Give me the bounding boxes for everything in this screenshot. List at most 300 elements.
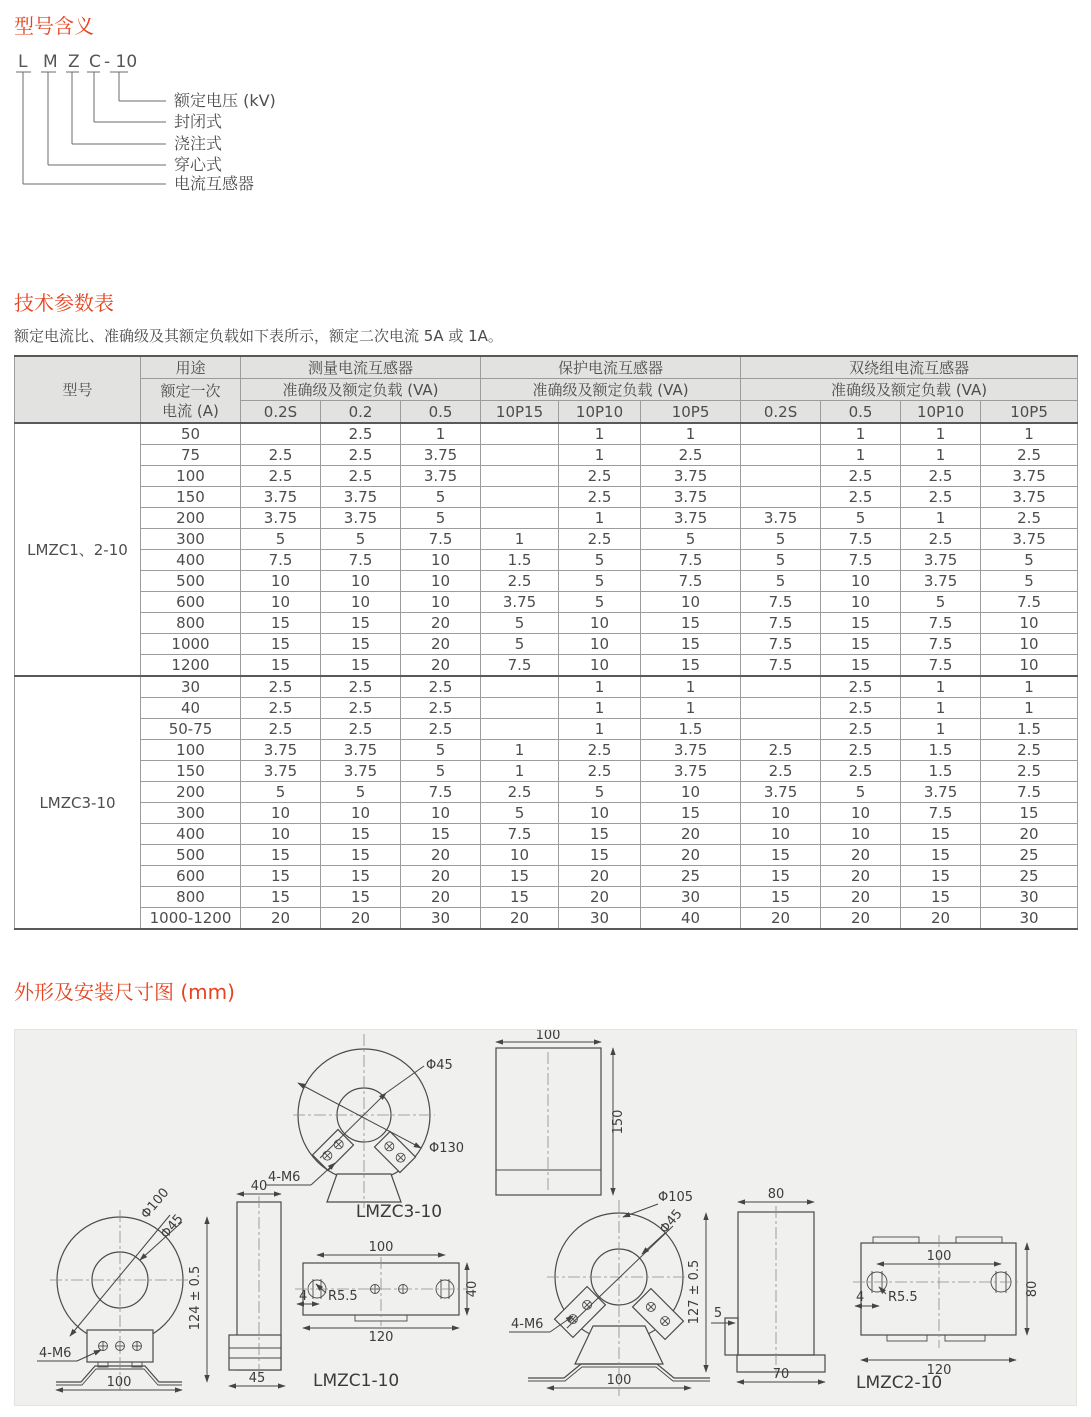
table-row (15, 655, 1078, 677)
lmzc2-plate-hole-span-label: 100 (926, 1249, 952, 1264)
load-value-cell: 1 (481, 740, 559, 761)
lmzc1-side-top-width-label: 40 (250, 1179, 268, 1194)
load-value-cell: 20 (981, 824, 1078, 845)
load-value-cell: 10 (981, 613, 1078, 634)
load-value-cell: 2.5 (821, 761, 901, 782)
load-value-cell: 7.5 (901, 613, 981, 634)
load-value-cell: 1 (641, 676, 741, 698)
load-value-cell: 7.5 (641, 550, 741, 571)
load-value-cell: 5 (741, 550, 821, 571)
lmzc1-base-width-label: 100 (106, 1375, 132, 1390)
table-row (15, 466, 1078, 487)
load-value-cell: 5 (401, 761, 481, 782)
model-code-labels (174, 91, 276, 193)
load-value-cell: 1 (559, 423, 641, 445)
header-class: 10P5 (981, 401, 1078, 424)
load-value-cell: 5 (741, 529, 821, 550)
code-letter-m: M (43, 52, 58, 72)
table-row (15, 676, 1078, 698)
table-row (15, 824, 1078, 845)
load-value-cell: 3.75 (321, 508, 401, 529)
load-value-cell: 2.5 (981, 445, 1078, 466)
lmzc2-screws-label: 4-M6 (511, 1317, 544, 1332)
load-value-cell: 30 (641, 887, 741, 908)
load-value-cell: 15 (641, 634, 741, 655)
load-value-cell: 15 (901, 887, 981, 908)
load-value-cell: 3.75 (641, 466, 741, 487)
load-value-cell: 7.5 (981, 782, 1078, 803)
table-row (15, 866, 1078, 887)
primary-current-cell: 40 (141, 698, 241, 719)
primary-current-cell: 100 (141, 466, 241, 487)
lmzc1-plate-width-label: 120 (368, 1330, 394, 1345)
load-value-cell: 7.5 (901, 655, 981, 677)
lmzc2-plate-edge-label: 4 (856, 1290, 865, 1305)
load-value-cell: 1 (401, 423, 481, 445)
load-value-cell: 5 (241, 529, 321, 550)
lmzc1-outer-diameter-label: Φ100 (138, 1185, 173, 1222)
model-code-connector-lines (16, 72, 166, 184)
header-class: 10P15 (481, 401, 559, 424)
load-value-cell: 3.75 (241, 487, 321, 508)
load-value-cell: 1 (901, 698, 981, 719)
lmzc1-mounting-plate (295, 1240, 480, 1391)
load-value-cell: 10 (821, 592, 901, 613)
model-code-letters (18, 52, 137, 72)
load-value-cell: 2.5 (321, 698, 401, 719)
load-value-cell: 1 (901, 423, 981, 445)
load-value-cell (741, 698, 821, 719)
header-row-groups (15, 356, 1078, 379)
primary-current-cell: 50-75 (141, 719, 241, 740)
lmzc3-front-view (266, 1034, 464, 1222)
table-row (15, 445, 1078, 466)
load-value-cell (741, 719, 821, 740)
load-value-cell: 2.5 (481, 782, 559, 803)
table-row (15, 550, 1078, 571)
lmzc2-base-width-label: 100 (606, 1373, 632, 1388)
load-value-cell: 1 (981, 423, 1078, 445)
load-value-cell (481, 423, 559, 445)
load-value-cell: 25 (981, 845, 1078, 866)
header-class: 10P10 (559, 401, 641, 424)
table-row (15, 508, 1078, 529)
load-value-cell: 5 (401, 508, 481, 529)
load-value-cell: 7.5 (901, 803, 981, 824)
load-value-cell: 5 (821, 508, 901, 529)
load-value-cell: 15 (241, 845, 321, 866)
primary-current-cell: 400 (141, 550, 241, 571)
load-value-cell: 5 (481, 634, 559, 655)
load-value-cell: 2.5 (821, 719, 901, 740)
load-value-cell: 25 (641, 866, 741, 887)
load-value-cell: 20 (401, 887, 481, 908)
load-value-cell: 10 (821, 803, 901, 824)
load-value-cell: 7.5 (741, 634, 821, 655)
load-value-cell: 2.5 (241, 445, 321, 466)
lmzc3-inner-diameter-label: Φ45 (426, 1058, 453, 1073)
specs-table (14, 355, 1078, 930)
load-value-cell: 3.75 (641, 508, 741, 529)
load-value-cell: 2.5 (901, 487, 981, 508)
load-value-cell: 2.5 (401, 676, 481, 698)
header-class: 0.2S (241, 401, 321, 424)
load-value-cell: 2.5 (559, 529, 641, 550)
load-value-cell: 1 (981, 676, 1078, 698)
primary-current-cell: 30 (141, 676, 241, 698)
load-value-cell: 2.5 (741, 761, 821, 782)
load-value-cell: 5 (981, 550, 1078, 571)
load-value-cell: 3.75 (901, 571, 981, 592)
load-value-cell: 3.75 (241, 508, 321, 529)
load-value-cell: 15 (321, 866, 401, 887)
load-value-cell: 1.5 (901, 740, 981, 761)
load-value-cell: 2.5 (559, 740, 641, 761)
lmzc2-mounting-plate (853, 1235, 1040, 1393)
load-value-cell: 2.5 (559, 761, 641, 782)
load-value-cell: 5 (321, 782, 401, 803)
header-group-measuring: 测量电流互感器 (241, 356, 481, 379)
load-value-cell: 10 (559, 655, 641, 677)
load-value-cell: 10 (981, 655, 1078, 677)
load-value-cell: 5 (321, 529, 401, 550)
load-value-cell: 2.5 (901, 529, 981, 550)
load-value-cell (741, 466, 821, 487)
table-row (15, 613, 1078, 634)
load-value-cell: 20 (401, 845, 481, 866)
primary-current-cell: 300 (141, 803, 241, 824)
table-row (15, 803, 1078, 824)
load-value-cell: 10 (321, 571, 401, 592)
load-value-cell: 10 (481, 845, 559, 866)
load-value-cell: 7.5 (821, 550, 901, 571)
load-value-cell: 2.5 (321, 466, 401, 487)
load-value-cell: 20 (401, 613, 481, 634)
load-value-cell: 5 (901, 592, 981, 613)
load-value-cell: 1.5 (641, 719, 741, 740)
primary-current-cell: 300 (141, 529, 241, 550)
load-value-cell: 3.75 (401, 466, 481, 487)
load-value-cell: 20 (821, 845, 901, 866)
load-value-cell: 7.5 (481, 655, 559, 677)
lmzc2-plate-width-label: 120 (926, 1363, 952, 1378)
table-row (15, 740, 1078, 761)
header-row-subtitles (15, 379, 1078, 401)
section-title-model-meaning: 型号含义 (14, 14, 94, 38)
table-row (15, 761, 1078, 782)
load-value-cell: 3.75 (321, 740, 401, 761)
load-value-cell (481, 445, 559, 466)
load-value-cell: 7.5 (901, 634, 981, 655)
load-value-cell: 5 (559, 571, 641, 592)
lmzc3-caption: LMZC3-10 (355, 1202, 443, 1222)
load-value-cell (741, 423, 821, 445)
header-sub-measuring: 准确级及额定负载 (VA) (241, 379, 481, 401)
primary-current-cell: 500 (141, 571, 241, 592)
load-value-cell: 1 (559, 508, 641, 529)
code-letter-c: C (89, 52, 101, 72)
load-value-cell: 10 (559, 634, 641, 655)
load-value-cell: 20 (641, 824, 741, 845)
header-class: 0.5 (401, 401, 481, 424)
load-value-cell: 5 (241, 782, 321, 803)
load-value-cell: 15 (241, 866, 321, 887)
load-value-cell: 1.5 (901, 761, 981, 782)
lmzc1-height-label: 124 ± 0.5 (188, 1265, 203, 1331)
load-value-cell: 7.5 (641, 571, 741, 592)
load-value-cell: 1 (901, 719, 981, 740)
load-value-cell: 40 (641, 908, 741, 930)
header-group-dual-winding: 双绕组电流互感器 (741, 356, 1078, 379)
load-value-cell: 15 (641, 613, 741, 634)
table-row (15, 698, 1078, 719)
load-value-cell: 10 (241, 592, 321, 613)
load-value-cell: 7.5 (741, 592, 821, 613)
header-sub-dual-winding: 准确级及额定负载 (VA) (741, 379, 1078, 401)
load-value-cell: 10 (821, 571, 901, 592)
lmzc1-plate-hole-span-label: 100 (368, 1240, 394, 1255)
lmzc1-inner-diameter-label: Φ45 (157, 1211, 187, 1242)
load-value-cell: 3.75 (901, 550, 981, 571)
load-value-cell: 1 (559, 719, 641, 740)
load-value-cell (481, 487, 559, 508)
label-current-transformer: 电流互感器 (174, 174, 255, 193)
label-enclosed-type: 封闭式 (174, 112, 223, 131)
specs-table-header (15, 356, 1078, 423)
lmzc1-screws-label: 4-M6 (39, 1346, 72, 1361)
load-value-cell: 7.5 (981, 592, 1078, 613)
load-value-cell (241, 423, 321, 445)
lmzc3-side-view (496, 1030, 626, 1195)
table-row (15, 529, 1078, 550)
primary-current-cell: 150 (141, 487, 241, 508)
load-value-cell: 20 (481, 908, 559, 930)
lmzc2-side-view (711, 1187, 825, 1382)
load-value-cell: 20 (641, 845, 741, 866)
lmzc3-outer-diameter-label: Φ130 (429, 1141, 465, 1156)
load-value-cell: 15 (821, 634, 901, 655)
load-value-cell: 3.75 (401, 445, 481, 466)
section-title-dimensions: 外形及安装尺寸图 (mm) (14, 980, 235, 1004)
load-value-cell: 15 (901, 845, 981, 866)
load-value-cell: 10 (401, 803, 481, 824)
primary-current-cell: 200 (141, 508, 241, 529)
model-meaning-diagram (14, 51, 444, 203)
load-value-cell: 20 (241, 908, 321, 930)
load-value-cell: 20 (401, 634, 481, 655)
load-value-cell: 1 (901, 676, 981, 698)
load-value-cell: 3.75 (741, 508, 821, 529)
load-value-cell: 1 (481, 529, 559, 550)
load-value-cell: 20 (821, 908, 901, 930)
header-primary-current-line2: 电流 (A) (162, 401, 219, 420)
primary-current-cell: 600 (141, 866, 241, 887)
load-value-cell: 1 (821, 445, 901, 466)
load-value-cell: 15 (559, 845, 641, 866)
load-value-cell: 10 (641, 592, 741, 613)
table-row (15, 782, 1078, 803)
code-letter-l: L (18, 52, 28, 72)
section-title-tech-parameters: 技术参数表 (14, 291, 114, 315)
lmzc2-height-label: 127 ± 0.5 (687, 1259, 702, 1325)
lmzc2-outer-diameter-label: Φ105 (658, 1190, 694, 1205)
dimension-drawings-panel (14, 1029, 1077, 1406)
load-value-cell (481, 719, 559, 740)
primary-current-cell: 1200 (141, 655, 241, 677)
primary-current-cell: 500 (141, 845, 241, 866)
load-value-cell: 2.5 (821, 466, 901, 487)
table-row (15, 571, 1078, 592)
load-value-cell: 10 (241, 824, 321, 845)
load-value-cell: 15 (901, 824, 981, 845)
header-model: 型号 (15, 356, 141, 423)
load-value-cell (481, 676, 559, 698)
primary-current-cell: 800 (141, 887, 241, 908)
load-value-cell: 15 (321, 824, 401, 845)
code-number-10: - 10 (104, 52, 138, 72)
table-row (15, 634, 1078, 655)
label-rated-voltage: 额定电压 (kV) (174, 91, 276, 110)
load-value-cell: 15 (241, 613, 321, 634)
load-value-cell: 7.5 (741, 655, 821, 677)
load-value-cell: 15 (821, 613, 901, 634)
lmzc2-inner-diameter-label: Φ45 (656, 1206, 686, 1237)
load-value-cell: 20 (559, 866, 641, 887)
load-value-cell: 2.5 (321, 676, 401, 698)
load-value-cell: 10 (241, 803, 321, 824)
load-value-cell: 30 (401, 908, 481, 930)
load-value-cell (741, 487, 821, 508)
load-value-cell: 7.5 (821, 529, 901, 550)
load-value-cell: 3.75 (981, 529, 1078, 550)
lmzc3-side-height-label: 150 (611, 1109, 626, 1135)
load-value-cell: 15 (321, 887, 401, 908)
load-value-cell: 2.5 (981, 508, 1078, 529)
header-class: 0.2S (741, 401, 821, 424)
load-value-cell: 2.5 (241, 466, 321, 487)
load-value-cell: 5 (559, 550, 641, 571)
load-value-cell: 3.75 (641, 761, 741, 782)
load-value-cell (741, 445, 821, 466)
load-value-cell: 1 (641, 698, 741, 719)
load-value-cell: 2.5 (641, 445, 741, 466)
lmzc2-caption: LMZC2-10 (856, 1373, 943, 1393)
load-value-cell: 20 (401, 655, 481, 677)
load-value-cell: 30 (559, 908, 641, 930)
load-value-cell: 3.75 (321, 487, 401, 508)
load-value-cell (481, 508, 559, 529)
load-value-cell: 10 (401, 592, 481, 613)
lmzc2-side-step-label: 5 (713, 1306, 723, 1321)
lmzc2-plate-slot-label: R5.5 (888, 1290, 918, 1305)
load-value-cell: 3.75 (981, 466, 1078, 487)
load-value-cell: 2.5 (321, 423, 401, 445)
table-row (15, 845, 1078, 866)
header-class: 10P10 (901, 401, 981, 424)
load-value-cell: 15 (321, 634, 401, 655)
header-class: 0.2 (321, 401, 401, 424)
load-value-cell: 20 (401, 866, 481, 887)
load-value-cell: 15 (401, 824, 481, 845)
table-row (15, 908, 1078, 930)
load-value-cell: 15 (241, 634, 321, 655)
load-value-cell: 1 (641, 423, 741, 445)
load-value-cell: 1 (821, 423, 901, 445)
load-value-cell: 7.5 (741, 613, 821, 634)
load-value-cell: 5 (559, 592, 641, 613)
primary-current-cell: 600 (141, 592, 241, 613)
load-value-cell: 15 (241, 887, 321, 908)
lmzc1-side-view (229, 1179, 285, 1386)
load-value-cell: 15 (981, 803, 1078, 824)
load-value-cell: 15 (741, 866, 821, 887)
load-value-cell (481, 466, 559, 487)
load-value-cell: 10 (401, 550, 481, 571)
load-value-cell: 2.5 (321, 445, 401, 466)
load-value-cell: 15 (321, 845, 401, 866)
load-value-cell: 1 (481, 761, 559, 782)
load-value-cell: 2.5 (821, 487, 901, 508)
load-value-cell: 20 (821, 887, 901, 908)
header-class: 10P5 (641, 401, 741, 424)
load-value-cell (741, 676, 821, 698)
load-value-cell: 1 (559, 445, 641, 466)
header-usage: 用途 (141, 356, 241, 379)
primary-current-cell: 800 (141, 613, 241, 634)
load-value-cell: 2.5 (981, 740, 1078, 761)
code-letter-z: Z (68, 52, 80, 72)
primary-current-cell: 75 (141, 445, 241, 466)
header-sub-protection: 准确级及额定负载 (VA) (481, 379, 741, 401)
model-name-cell: LMZC3-10 (15, 676, 141, 929)
load-value-cell: 3.75 (981, 487, 1078, 508)
load-value-cell: 15 (821, 655, 901, 677)
load-value-cell: 10 (321, 803, 401, 824)
load-value-cell: 7.5 (321, 550, 401, 571)
load-value-cell: 1.5 (481, 550, 559, 571)
load-value-cell: 2.5 (241, 698, 321, 719)
load-value-cell: 20 (321, 908, 401, 930)
load-value-cell: 30 (981, 887, 1078, 908)
load-value-cell: 10 (559, 803, 641, 824)
lmzc1-side-bottom-width-label: 45 (248, 1371, 266, 1386)
load-value-cell: 2.5 (481, 571, 559, 592)
load-value-cell: 2.5 (821, 676, 901, 698)
load-value-cell: 5 (401, 487, 481, 508)
load-value-cell: 1 (559, 676, 641, 698)
load-value-cell: 2.5 (821, 698, 901, 719)
load-value-cell: 2.5 (241, 719, 321, 740)
load-value-cell: 20 (821, 866, 901, 887)
primary-current-cell: 150 (141, 761, 241, 782)
dimension-drawings (15, 1030, 1076, 1405)
load-value-cell: 10 (981, 634, 1078, 655)
load-value-cell: 10 (559, 613, 641, 634)
load-value-cell: 20 (559, 887, 641, 908)
load-value-cell: 10 (241, 571, 321, 592)
load-value-cell: 3.75 (241, 761, 321, 782)
load-value-cell: 5 (641, 529, 741, 550)
load-value-cell: 5 (981, 571, 1078, 592)
load-value-cell: 10 (741, 824, 821, 845)
load-value-cell: 1 (901, 445, 981, 466)
load-value-cell: 5 (481, 803, 559, 824)
table-row (15, 719, 1078, 740)
load-value-cell: 3.75 (641, 740, 741, 761)
load-value-cell: 1 (981, 698, 1078, 719)
load-value-cell: 15 (741, 845, 821, 866)
primary-current-cell: 50 (141, 423, 241, 445)
